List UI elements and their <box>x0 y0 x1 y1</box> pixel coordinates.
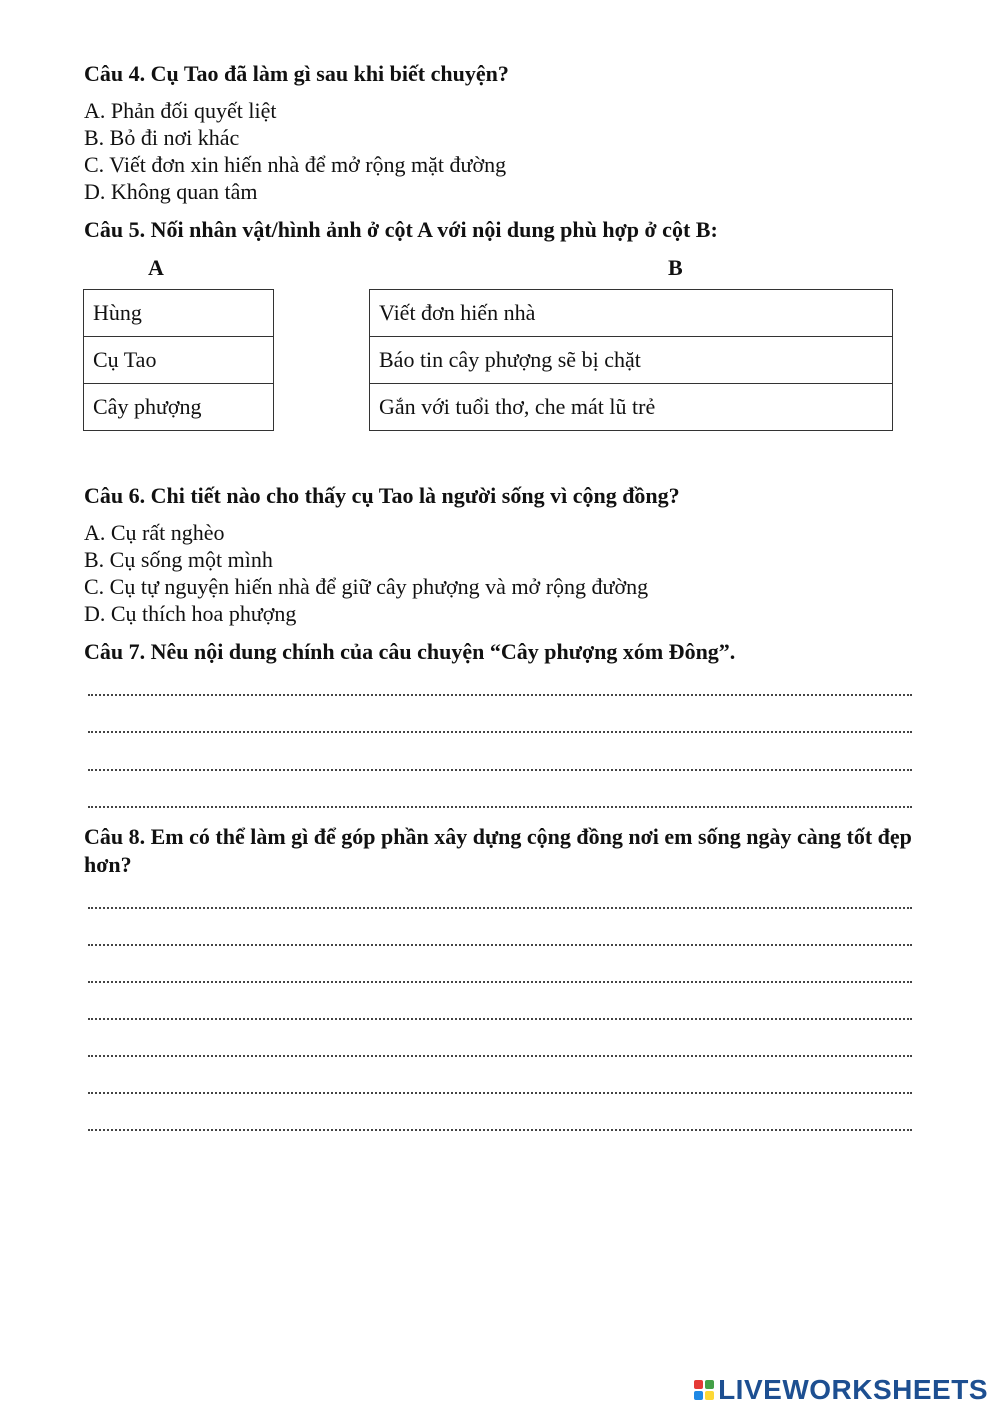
q5-title: Câu 5. Nối nhân vật/hình ảnh ở cột A với nội dung phù hợp ở cột B: <box>84 217 718 242</box>
q4-option-a[interactable]: A. Phản đối quyết liệt <box>84 98 277 123</box>
column-b-item-3[interactable]: Gắn với tuổi thơ, che mát lũ trẻ <box>370 384 893 431</box>
logo-square-icon <box>694 1380 703 1389</box>
q7-answer-line[interactable] <box>88 765 912 771</box>
q8-title: Câu 8. Em có thể làm gì để góp phần xây dựng cộng đồng nơi em sống ngày càng tốt đẹp hơn? <box>84 824 912 877</box>
q6-option-a[interactable]: A. Cụ rất nghèo <box>84 520 225 545</box>
q8-answer-line[interactable] <box>88 1088 912 1094</box>
logo-text: LIVEWORKSHEETS <box>718 1374 988 1405</box>
q7-answer-line[interactable] <box>88 690 912 696</box>
q6-option-d[interactable]: D. Cụ thích hoa phượng <box>84 601 297 626</box>
q8-answer-line[interactable] <box>88 977 912 983</box>
q6-options <box>84 519 648 627</box>
q7-answer-line[interactable] <box>88 727 912 733</box>
logo-square-icon <box>705 1391 714 1400</box>
column-b-item-1[interactable]: Viết đơn hiến nhà <box>370 290 893 337</box>
q6-title: Câu 6. Chi tiết nào cho thấy cụ Tao là người sống vì cộng đồng? <box>84 483 680 508</box>
q8-answer-line[interactable] <box>88 940 912 946</box>
column-a-item-hung[interactable]: Hùng <box>84 290 274 337</box>
q8-answer-line[interactable] <box>88 1051 912 1057</box>
column-a-item-cay-phuong[interactable]: Cây phượng <box>84 384 274 431</box>
q4-option-c[interactable]: C. Viết đơn xin hiến nhà để mở rộng mặt đường <box>84 152 507 177</box>
q8-answer-line[interactable] <box>88 1125 912 1131</box>
column-b-header: B <box>668 255 683 280</box>
column-a-header: A <box>148 255 164 280</box>
liveworksheets-logo <box>694 1375 988 1405</box>
q8-answer-line[interactable] <box>88 1014 912 1020</box>
q7-title: Câu 7. Nêu nội dung chính của câu chuyện “Cây phượng xóm Đông”. <box>84 639 736 664</box>
column-b-table <box>369 289 893 431</box>
logo-square-icon <box>694 1391 703 1400</box>
q4-title: Câu 4. Cụ Tao đã làm gì sau khi biết chuyện? <box>84 61 509 86</box>
q8-answer-line[interactable] <box>88 903 912 909</box>
logo-square-icon <box>705 1380 714 1389</box>
column-b-item-2[interactable]: Báo tin cây phượng sẽ bị chặt <box>370 337 893 384</box>
q4-option-d[interactable]: D. Không quan tâm <box>84 179 258 204</box>
q4-options <box>84 97 506 205</box>
q6-option-b[interactable]: B. Cụ sống một mình <box>84 547 273 572</box>
q6-option-c[interactable]: C. Cụ tự nguyện hiến nhà để giữ cây phượng và mở rộng đường <box>84 574 649 599</box>
column-a-item-cu-tao[interactable]: Cụ Tao <box>84 337 274 384</box>
column-a-table <box>83 289 274 431</box>
q7-answer-line[interactable] <box>88 802 912 808</box>
q4-option-b[interactable]: B. Bỏ đi nơi khác <box>84 125 240 150</box>
liveworksheets-icon <box>694 1380 714 1400</box>
